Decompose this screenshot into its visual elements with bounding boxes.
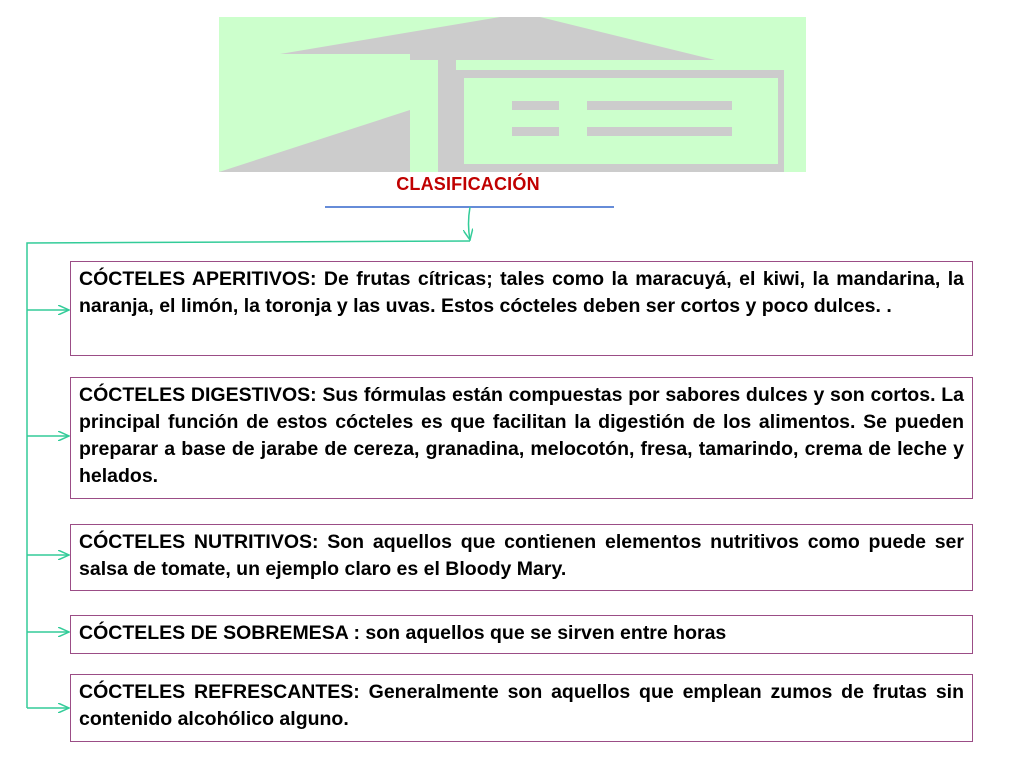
category-box-nutritivos: CÓCTELES NUTRITIVOS: Son aquellos que contienen elementos nutritivos como puede ser salsa de tomate, un ejemplo claro es el Bloody Mary.	[70, 524, 973, 591]
diagram-title: CLASIFICACIÓN	[396, 174, 540, 194]
category-box-aperitivos: CÓCTELES APERITIVOS: De frutas cítricas; tales como la maracuyá, el kiwi, la mandarina, la naranja, el limón, la toronja y las uvas. Estos cócteles deben ser cortos y poco dulces. .	[70, 261, 973, 356]
logo-banner	[219, 17, 806, 172]
title-connector	[469, 207, 471, 240]
category-box-refrescantes: CÓCTELES REFRESCANTES: Generalmente son aquellos que emplean zumos de frutas sin contenido alcohólico alguno.	[70, 674, 973, 742]
category-box-digestivos: CÓCTELES DIGESTIVOS: Sus fórmulas están compuestas por sabores dulces y son cortos. La principal función de estos cócteles es que facilitan la digestión de los alimentos. Se pueden preparar a base de jarabe de cereza, granadina, melocotón, fresa, tamarindo, crema de leche y helados.	[70, 377, 973, 499]
category-box-sobremesa: CÓCTELES DE SOBREMESA : son aquellos que se sirven entre horas	[70, 615, 973, 654]
